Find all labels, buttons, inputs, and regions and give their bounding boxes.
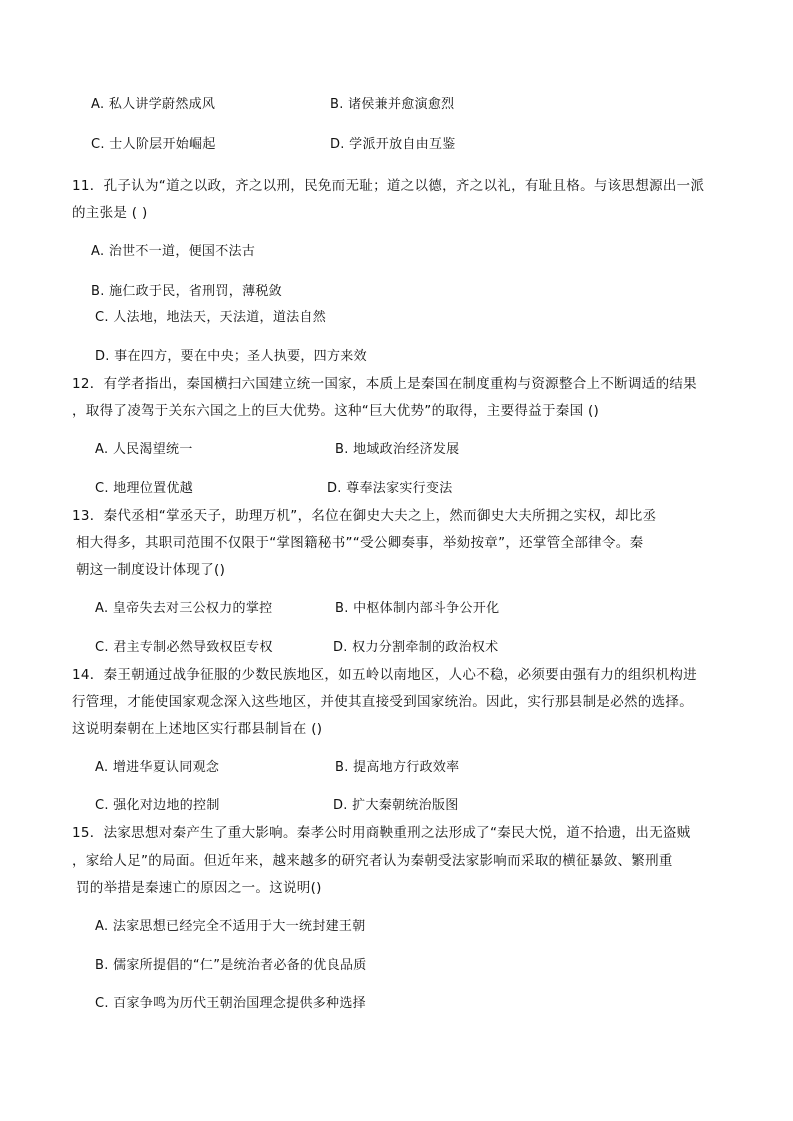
q15-stem-line-2: ，家给人足”的局面。但近年来，越来越多的研究者认为秦朝受法家影响而采取的横征暴敛、繁刑重 [72, 853, 673, 869]
q14-option-a: A. 增进华夏认同观念 [95, 760, 220, 775]
q11-option-b: B. 施仁政于民，省刑罚，薄税敛 [91, 284, 282, 299]
q14-option-d: D. 扩大秦朝统治版图 [333, 798, 459, 813]
q12-option-c: C. 地理位置优越 [95, 481, 194, 496]
q11-option-c: C. 人法地，地法天，天法道，道法自然 [95, 310, 327, 325]
q13-option-c: C. 君主专制必然导致权臣专权 [95, 640, 273, 655]
q15-option-c: C. 百家争鸣为历代王朝治国理念提供多种选择 [95, 996, 366, 1011]
q11-option-a: A. 治世不一道，便国不法古 [91, 244, 256, 259]
q15-stem-line-1: 15．法家思想对秦产生了重大影响。秦孝公时用商鞅重刑之法形成了“秦民大悦，道不拾遗，出无盗贼 [72, 825, 691, 841]
prev-option-c: C. 士人阶层开始崛起 [91, 137, 216, 152]
q11-option-d: D. 事在四方，要在中央；圣人执要，四方来效 [95, 349, 367, 364]
q13-stem-line-1: 13．秦代丞相“掌丞天子，助理万机”，名位在御史大夫之上，然而御史大夫所拥之实权，却比丞 [72, 508, 657, 524]
q14-stem-line-1: 14．秦王朝通过战争征服的少数民族地区，如五岭以南地区，人心不稳，必须要由强有力的组织机构进 [72, 667, 697, 683]
q14-stem-line-3: 这说明秦朝在上述地区实行郡县制旨在 () [72, 721, 323, 737]
prev-option-b: B. 诸侯兼并愈演愈烈 [330, 97, 455, 112]
q14-option-c: C. 强化对边地的控制 [95, 798, 220, 813]
prev-option-d: D. 学派开放自由互鉴 [330, 137, 456, 152]
q15-option-a: A. 法家思想已经完全不适用于大一统封建王朝 [95, 919, 366, 934]
q11-stem-line-1: 11．孔子认为“道之以政，齐之以刑，民免而无耻；道之以德，齐之以礼，有耻且格。与该思想源出一派 [72, 178, 705, 194]
q12-stem-line-1: 12．有学者指出，秦国横扫六国建立统一国家，本质上是秦国在制度重构与资源整合上不断调适的结果 [72, 376, 697, 392]
q15-stem-line-3: 罚的举措是秦速亡的原因之一。这说明() [76, 880, 322, 896]
prev-option-a: A. 私人讲学蔚然成风 [91, 97, 216, 112]
q11-stem-line-2: 的主张是 ( ) [72, 205, 148, 221]
q14-stem-line-2: 行管理，才能使国家观念深入这些地区，并使其直接受到国家统治。因此，实行那县制是必然的选择。 [72, 694, 693, 710]
q12-option-b: B. 地域政治经济发展 [335, 442, 460, 457]
q14-option-b: B. 提高地方行政效率 [335, 760, 460, 775]
q13-stem-line-2: 相大得多，其职司范围不仅限于“掌图籍秘书”“受公卿奏事，举劾按章”，还掌管全部律令。秦 [76, 535, 644, 551]
q13-option-b: B. 中枢体制内部斗争公开化 [335, 601, 500, 616]
q15-option-b: B. 儒家所提倡的“仁”是统治者必备的优良品质 [95, 958, 367, 973]
q13-option-a: A. 皇帝失去对三公权力的掌控 [95, 601, 273, 616]
q12-option-d: D. 尊奉法家实行变法 [327, 481, 453, 496]
q13-stem-line-3: 朝这一制度设计体现了() [76, 562, 226, 578]
q13-option-d: D. 权力分割牵制的政治权术 [333, 640, 499, 655]
q12-option-a: A. 人民渴望统一 [95, 442, 193, 457]
q12-stem-line-2: ，取得了凌驾于关东六国之上的巨大优势。这种“巨大优势”的取得，主要得益于秦国 () [72, 403, 600, 419]
